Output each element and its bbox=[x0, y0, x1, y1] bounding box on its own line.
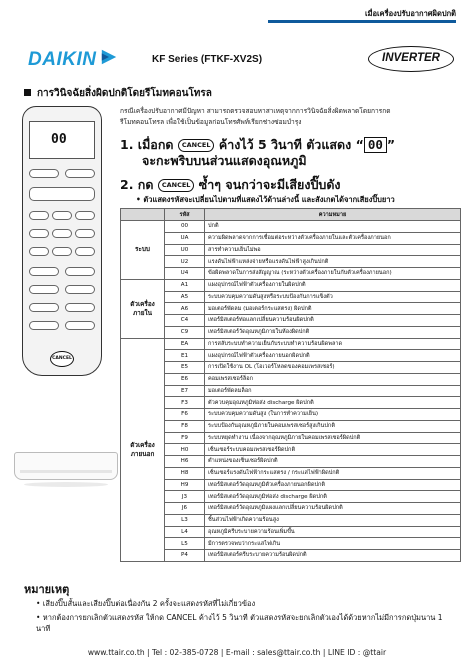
error-code-cell: C4 bbox=[165, 315, 205, 327]
table-header-group bbox=[121, 209, 165, 221]
error-code-cell: F8 bbox=[165, 420, 205, 432]
error-code-cell: E6 bbox=[165, 373, 205, 385]
error-code-cell: 00 bbox=[165, 221, 205, 233]
error-meaning-cell: ตำแหน่งของเซ็นเซอร์ผิดปกติ bbox=[205, 456, 461, 468]
remote-button bbox=[52, 229, 72, 238]
section-title-text: การวินิจฉัยสิ่งผิดปกติโดยรีโมทคอนโทรล bbox=[37, 88, 212, 99]
error-code-cell: L4 bbox=[165, 526, 205, 538]
section-title bbox=[24, 86, 212, 101]
error-meaning-cell: ชิ้นส่วนไฟฟ้าเกิดความร้อนสูง bbox=[205, 514, 461, 526]
remote-button bbox=[29, 187, 95, 201]
error-meaning-cell: อุณหภูมิครีบระบายความร้อนเพิ่มขึ้น bbox=[205, 526, 461, 538]
error-meaning-cell: การสลับระบบทำความเย็นกับระบบทำความร้อนผิดพลาด bbox=[205, 338, 461, 350]
error-meaning-cell: ตัวควบคุมอุณหภูมิท่อส่ง discharge ผิดปกติ bbox=[205, 397, 461, 409]
error-code-cell: A1 bbox=[165, 279, 205, 291]
step-1-text: 1. เมื่อกด bbox=[120, 137, 174, 152]
remote-button bbox=[29, 285, 59, 294]
error-code-table bbox=[120, 208, 461, 562]
table-row bbox=[121, 514, 461, 526]
error-meaning-cell: เทอร์มิสเตอร์วัดอุณหภูมิภายในห้องผิดปกติ bbox=[205, 326, 461, 338]
cancel-button-icon: CANCEL bbox=[178, 139, 215, 152]
remote-control-illustration bbox=[22, 106, 102, 376]
top-header-bar bbox=[0, 0, 474, 34]
table-row bbox=[121, 397, 461, 409]
error-code-cell: E1 bbox=[165, 350, 205, 362]
step-1-text: จะกะพริบบนส่วนแสดงอุณหภูมิ bbox=[142, 153, 307, 168]
error-code-cell: F9 bbox=[165, 432, 205, 444]
table-row bbox=[121, 279, 461, 291]
table-row bbox=[121, 491, 461, 503]
table-row bbox=[121, 456, 461, 468]
table-row bbox=[121, 373, 461, 385]
inverter-badge: INVERTER bbox=[368, 46, 454, 72]
step-2-bullet: • ตัวแสดงรหัสจะเปลี่ยนไปตามที่แสดงไว้ด้านล่างนี้ และสังเกตได้จากเสียงปิ๊บยาว bbox=[136, 195, 395, 204]
error-meaning-cell: แผงอุปกรณ์ไฟฟ้าตัวเครื่องภายในผิดปกติ bbox=[205, 279, 461, 291]
error-code-cell: H0 bbox=[165, 444, 205, 456]
remote-lcd-digits: 00 bbox=[51, 132, 67, 147]
table-row bbox=[121, 538, 461, 550]
step-1 bbox=[120, 136, 395, 153]
table-row bbox=[121, 503, 461, 515]
error-code-cell: U2 bbox=[165, 256, 205, 268]
table-row bbox=[121, 244, 461, 256]
error-meaning-cell: เซ็นเซอร์ระบบคอมเพรสเซอร์ผิดปกติ bbox=[205, 444, 461, 456]
table-body bbox=[121, 221, 461, 562]
step-2-text: ซ้ำๆ จนกว่าจะมีเสียงปิ๊บดัง bbox=[198, 177, 341, 192]
error-meaning-cell: ระบบควบคุมความดันสูง (ในการทำความเย็น) bbox=[205, 409, 461, 421]
remote-button bbox=[52, 211, 72, 220]
daikin-logo-icon bbox=[100, 48, 118, 66]
notes-title: หมายเหตุ bbox=[24, 583, 70, 596]
code-display-icon: 00 bbox=[364, 137, 387, 153]
error-meaning-cell: เทอร์มิสเตอร์ท่อแลกเปลี่ยนความร้อนผิดปกติ bbox=[205, 315, 461, 327]
intro-line: กรณีเครื่องปรับอากาศมีปัญหา สามารถตรวจสอบหาสาเหตุจากการวินิจฉัยสิ่งผิดพลาดโดยการกด bbox=[120, 107, 391, 115]
table-row bbox=[121, 256, 461, 268]
category-label: เมื่อเครื่องปรับอากาศผิดปกติ bbox=[364, 9, 456, 18]
remote-button bbox=[65, 321, 95, 330]
remote-button bbox=[29, 303, 59, 312]
error-meaning-cell: เซ็นเซอร์แรงดันไฟฟ้ากระแสตรง / กระแสไฟฟ้าผิดปกติ bbox=[205, 467, 461, 479]
air-conditioner-illustration bbox=[14, 452, 118, 490]
table-row bbox=[121, 409, 461, 421]
remote-button bbox=[65, 169, 95, 178]
table-row bbox=[121, 467, 461, 479]
daikin-logo-text: DAIKIN bbox=[28, 49, 97, 70]
step-1-line-2 bbox=[120, 152, 307, 169]
error-code-cell: U4 bbox=[165, 268, 205, 280]
remote-button bbox=[29, 229, 49, 238]
error-code-cell: F3 bbox=[165, 397, 205, 409]
ac-indoor-unit bbox=[14, 452, 118, 480]
step-1-text: ” bbox=[386, 137, 396, 152]
table-row bbox=[121, 444, 461, 456]
cancel-button-icon: CANCEL bbox=[158, 179, 195, 192]
table-row bbox=[121, 550, 461, 562]
error-code-cell: U0 bbox=[165, 244, 205, 256]
error-code-cell: E7 bbox=[165, 385, 205, 397]
table-row bbox=[121, 350, 461, 362]
table-row bbox=[121, 315, 461, 327]
error-code-cell: L3 bbox=[165, 514, 205, 526]
error-meaning-cell: ปกติ bbox=[205, 221, 461, 233]
error-code-cell: F6 bbox=[165, 409, 205, 421]
square-bullet-icon bbox=[24, 89, 31, 96]
remote-lcd-screen bbox=[29, 121, 95, 159]
table-row bbox=[121, 303, 461, 315]
error-code-cell: P4 bbox=[165, 550, 205, 562]
brand-row bbox=[18, 44, 458, 76]
remote-button bbox=[65, 267, 95, 276]
remote-button bbox=[29, 321, 59, 330]
error-code-cell: H9 bbox=[165, 479, 205, 491]
table-row bbox=[121, 221, 461, 233]
remote-button bbox=[29, 211, 49, 220]
remote-button bbox=[75, 211, 95, 220]
error-code-cell: E5 bbox=[165, 362, 205, 374]
remote-button bbox=[75, 229, 95, 238]
remote-button bbox=[29, 267, 59, 276]
remote-button bbox=[65, 285, 95, 294]
table-row bbox=[121, 362, 461, 374]
error-code-cell: EA bbox=[165, 338, 205, 350]
error-meaning-cell: แผงอุปกรณ์ไฟฟ้าตัวเครื่องภายนอกผิดปกติ bbox=[205, 350, 461, 362]
error-code-cell: J3 bbox=[165, 491, 205, 503]
table-header-row bbox=[121, 209, 461, 221]
table-row bbox=[121, 268, 461, 280]
error-code-cell: H8 bbox=[165, 467, 205, 479]
error-meaning-cell: คอมเพรสเซอร์ล็อก bbox=[205, 373, 461, 385]
error-meaning-cell: ระบบป้องกันอุณหภูมิภายในคอมเพรสเซอร์สูงเกินปกติ bbox=[205, 420, 461, 432]
remote-button bbox=[29, 247, 49, 256]
ac-vent-stripe bbox=[20, 470, 112, 473]
intro-paragraph bbox=[120, 106, 460, 128]
step-2 bbox=[120, 176, 341, 193]
header-divider bbox=[268, 20, 456, 23]
error-code-cell: J6 bbox=[165, 503, 205, 515]
error-code-cell: L5 bbox=[165, 538, 205, 550]
note-item: • เสียงปิ๊บสั้นและเสียงปิ๊บต่อเนื่องกัน 2 ครั้งจะแสดงรหัสที่ไม่เกี่ยวข้อง bbox=[36, 599, 256, 608]
error-meaning-cell: เทอร์มิสเตอร์วัดอุณหภูมิท่อส่ง discharge ผิดปกติ bbox=[205, 491, 461, 503]
error-meaning-cell: มอเตอร์พัดลมล็อก bbox=[205, 385, 461, 397]
error-code-cell: C9 bbox=[165, 326, 205, 338]
table-row bbox=[121, 432, 461, 444]
remote-button bbox=[52, 247, 72, 256]
error-meaning-cell: ระบบควบคุมความดันสูงหรือระบบป้องกันการแข็งตัว bbox=[205, 291, 461, 303]
error-code-cell: H6 bbox=[165, 456, 205, 468]
table-row bbox=[121, 526, 461, 538]
footer-contact: www.ttair.co.th | Tel : 02-385-0728 | E-mail : sales@ttair.co.th | LINE ID : @ttair bbox=[87, 648, 387, 657]
remote-button bbox=[65, 303, 95, 312]
error-meaning-cell: มอเตอร์พัดลม (มอเตอร์กระแสตรง) ผิดปกติ bbox=[205, 303, 461, 315]
error-meaning-cell: การเปิดใช้งาน OL (โอเวอร์โหลดของคอมเพรสเซอร์) bbox=[205, 362, 461, 374]
table-row bbox=[121, 479, 461, 491]
table-row bbox=[121, 338, 461, 350]
remote-button bbox=[75, 247, 95, 256]
table-group-label: ตัวเครื่องภายใน bbox=[121, 279, 165, 338]
table-row bbox=[121, 420, 461, 432]
note-item: • หากต้องการยกเลิกตัวแสดงรหัส ให้กด CANCEL ค้างไว้ 5 วินาที ตัวแสดงรหัสจะยกเลิกตัวเองได้ด้วยหากไม่มีการกดปุ่มนาน 1 นาที bbox=[36, 613, 443, 633]
series-label: KF Series (FTKF-XV2S) bbox=[152, 54, 263, 65]
error-meaning-cell: เทอร์มิสเตอร์ครีบระบายความร้อนผิดปกติ bbox=[205, 550, 461, 562]
error-meaning-cell: เทอร์มิสเตอร์วัดอุณหภูมิตัวเครื่องภายนอกผิดปกติ bbox=[205, 479, 461, 491]
error-meaning-cell: สารทำความเย็นไม่พอ bbox=[205, 244, 461, 256]
table-group-label: ตัวเครื่องภายนอก bbox=[121, 338, 165, 561]
error-meaning-cell: ความผิดพลาดจากการเชื่อมต่อระหว่างตัวเครื่องภายในและตัวเครื่องภายนอก bbox=[205, 232, 461, 244]
table-header-code: รหัส bbox=[165, 209, 205, 221]
table-header-meaning: ความหมาย bbox=[205, 209, 461, 221]
remote-button bbox=[29, 169, 59, 178]
step-2-text: 2. กด bbox=[120, 177, 154, 192]
error-code-cell: A5 bbox=[165, 291, 205, 303]
step-1-text: ค้างไว้ 5 วินาที ตัวแสดง “ bbox=[218, 137, 364, 152]
ac-shadow bbox=[24, 482, 108, 487]
table-group-label: ระบบ bbox=[121, 221, 165, 280]
table-row bbox=[121, 385, 461, 397]
error-meaning-cell: ระบบหยุดทำงาน เนื่องจากอุณหภูมิภายในคอมเพรสเซอร์ผิดปกติ bbox=[205, 432, 461, 444]
error-meaning-cell: แรงดันไฟฟ้าแหล่งจ่ายหรือแรงดันไฟฟ้าสูงเกินปกติ bbox=[205, 256, 461, 268]
error-meaning-cell: ข้อผิดพลาดในการส่งสัญญาณ (ระหว่างตัวเครื่องภายในกับตัวเครื่องภายนอก) bbox=[205, 268, 461, 280]
intro-line: รีโมทคอนโทรล เพื่อใช้เป็นข้อมูลก่อนโทรศัพท์เรียกช่างซ่อมบำรุง bbox=[120, 118, 302, 126]
error-meaning-cell: เทอร์มิสเตอร์วัดอุณหภูมิแผงแลกเปลี่ยนความร้อนผิดปกติ bbox=[205, 503, 461, 515]
error-code-cell: A6 bbox=[165, 303, 205, 315]
table-row bbox=[121, 291, 461, 303]
error-meaning-cell: มีการตรวจพบว่ากระแสไฟเกิน bbox=[205, 538, 461, 550]
table-row bbox=[121, 326, 461, 338]
table-row bbox=[121, 232, 461, 244]
remote-cancel-button: CANCEL bbox=[50, 351, 74, 367]
error-code-cell: UA bbox=[165, 232, 205, 244]
